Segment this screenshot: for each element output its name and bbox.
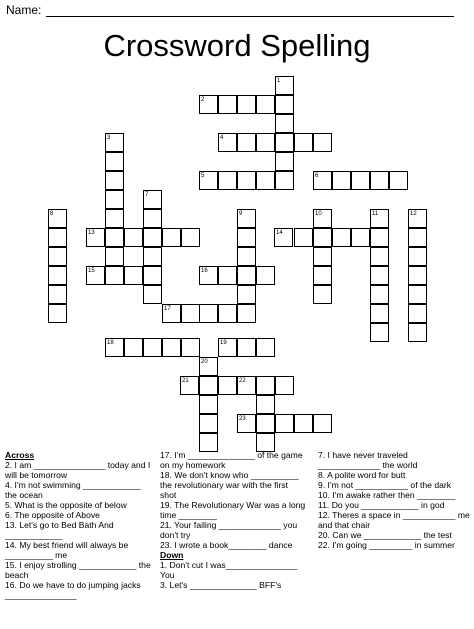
grid-cell[interactable]: [105, 228, 124, 247]
grid-cell[interactable]: [370, 304, 389, 323]
grid-cell[interactable]: [237, 285, 256, 304]
clue-text: 13. Let's go to Bed Bath And ____________: [5, 520, 117, 540]
grid-cell[interactable]: [48, 228, 67, 247]
grid-cell[interactable]: [275, 376, 294, 395]
grid-cell[interactable]: [105, 152, 124, 171]
grid-cell[interactable]: [48, 247, 67, 266]
grid-cell[interactable]: [218, 304, 237, 323]
clue-number: 16: [201, 268, 208, 274]
grid-cell[interactable]: [370, 285, 389, 304]
grid-cell[interactable]: [294, 228, 313, 247]
grid-cell[interactable]: [370, 247, 389, 266]
clue-text: 10. I'm awake rather then ________: [318, 490, 456, 500]
clues-column-1: [5, 450, 153, 600]
grid-cell[interactable]: [162, 228, 181, 247]
clue-text: 23. I wrote a book________ dance: [160, 540, 293, 550]
clue-heading: Down: [160, 550, 184, 560]
clues-section: [0, 450, 474, 629]
clues-column-3: [318, 450, 473, 550]
grid-cell[interactable]: [313, 266, 332, 285]
grid-cell[interactable]: [370, 323, 389, 342]
grid-cell[interactable]: [408, 323, 427, 342]
grid-cell[interactable]: [105, 247, 124, 266]
clue-number: 15: [88, 268, 95, 274]
grid-cell[interactable]: [294, 414, 313, 433]
clue-number: 19: [220, 340, 227, 346]
clue-number: 14: [276, 230, 283, 236]
grid-cell[interactable]: [313, 228, 332, 247]
grid-cell[interactable]: [218, 376, 237, 395]
grid-cell[interactable]: [389, 171, 408, 190]
grid-cell[interactable]: [237, 266, 256, 285]
clue-number: 7: [145, 192, 149, 198]
grid-cell[interactable]: [256, 95, 275, 114]
grid-cell[interactable]: [256, 266, 275, 285]
grid-cell[interactable]: [408, 266, 427, 285]
grid-cell[interactable]: [199, 376, 218, 395]
grid-cell[interactable]: [275, 171, 294, 190]
clue-text: 22. I'm going _________ in summer: [318, 540, 455, 550]
clue-text: 19. The Revolutionary War was a long time ________: [160, 500, 308, 520]
clue-number: 2: [201, 97, 205, 103]
grid-cell[interactable]: [143, 228, 162, 247]
grid-cell[interactable]: [275, 152, 294, 171]
grid-cell[interactable]: [143, 266, 162, 285]
grid-cell[interactable]: [218, 171, 237, 190]
grid-cell[interactable]: [105, 171, 124, 190]
clue-text: 15. I enjoy strolling ____________ the beach: [5, 560, 154, 580]
grid-cell[interactable]: [143, 285, 162, 304]
grid-cell[interactable]: [275, 95, 294, 114]
clue-number: 20: [201, 359, 208, 365]
clue-text: 17. I'm ______________ of the game on my homework: [160, 450, 305, 470]
clue-text: 12. Theres a space in ___________ me and that chair: [318, 510, 473, 530]
clue-number: 6: [315, 173, 319, 179]
clue-text: 8. A polite word for butt: [318, 470, 406, 480]
grid-cell[interactable]: [256, 171, 275, 190]
grid-cell[interactable]: [313, 247, 332, 266]
grid-cell[interactable]: [256, 338, 275, 357]
clue-number: 12: [410, 211, 417, 217]
grid-cell[interactable]: [237, 133, 256, 152]
clue-text: 16. Do we have to do jumping jacks _______________: [5, 580, 144, 600]
grid-cell[interactable]: [237, 247, 256, 266]
clue-number: 18: [107, 340, 114, 346]
grid-cell[interactable]: [313, 414, 332, 433]
grid-cell[interactable]: [370, 228, 389, 247]
clue-text: 6. The opposite of Above: [5, 510, 100, 520]
grid-cell[interactable]: [294, 133, 313, 152]
clue-number: 8: [50, 211, 54, 217]
grid-cell[interactable]: [48, 266, 67, 285]
grid-cell[interactable]: [256, 133, 275, 152]
grid-cell[interactable]: [105, 190, 124, 209]
clue-number: 11: [372, 211, 379, 217]
grid-cell[interactable]: [275, 114, 294, 133]
clue-number: 10: [315, 211, 322, 217]
grid-cell[interactable]: [237, 95, 256, 114]
grid-cell[interactable]: [181, 338, 200, 357]
clue-text: 5. What is the opposite of below: [5, 500, 127, 510]
grid-cell[interactable]: [237, 171, 256, 190]
grid-cell[interactable]: [256, 376, 275, 395]
grid-cell[interactable]: [332, 228, 351, 247]
clue-number: 23: [239, 416, 246, 422]
grid-cell[interactable]: [370, 171, 389, 190]
grid-cell[interactable]: [275, 414, 294, 433]
grid-cell[interactable]: [199, 304, 218, 323]
grid-cell[interactable]: [408, 228, 427, 247]
clue-number: 17: [164, 306, 171, 312]
clue-number: 21: [182, 378, 189, 384]
grid-cell[interactable]: [48, 304, 67, 323]
clue-number: 22: [239, 378, 246, 384]
grid-cell[interactable]: [162, 338, 181, 357]
grid-cell[interactable]: [237, 304, 256, 323]
grid-cell[interactable]: [124, 228, 143, 247]
grid-cell[interactable]: [105, 209, 124, 228]
grid-cell[interactable]: [408, 285, 427, 304]
grid-cell[interactable]: [124, 338, 143, 357]
clue-text: 3. Let's ______________ BFF's: [160, 580, 282, 590]
clue-heading: Across: [5, 450, 35, 460]
grid-cell[interactable]: [181, 304, 200, 323]
grid-cell[interactable]: [351, 228, 370, 247]
clue-text: 7. I have never traveled _____________ the world: [318, 450, 418, 470]
clue-text: 18. We don't know who __________ the revolutionary war with the first shot: [160, 470, 301, 500]
grid-cell[interactable]: [256, 395, 275, 414]
clue-text: 21. Your failing _____________ you don't try: [160, 520, 300, 540]
grid-cell[interactable]: [370, 266, 389, 285]
grid-cell[interactable]: [143, 209, 162, 228]
clue-number: 4: [220, 135, 224, 141]
clue-text: 9. I'm not ___________ of the dark: [318, 480, 452, 490]
grid-cell[interactable]: [313, 133, 332, 152]
clue-text: 2. I am _______________ today and I will be tomorrow: [5, 460, 153, 480]
clue-text: 4. I'm not swimming ____________ the ocean: [5, 480, 143, 500]
clue-number: 1: [277, 78, 281, 84]
clue-number: 3: [107, 135, 111, 141]
clue-text: 14. My best friend will always be __________ me: [5, 540, 131, 560]
grid-cell[interactable]: [237, 228, 256, 247]
clue-text: 11. Do you ____________ in god: [318, 500, 445, 510]
grid-cell[interactable]: [181, 228, 200, 247]
grid-cell[interactable]: [408, 304, 427, 323]
clue-number: 13: [88, 230, 95, 236]
grid-cell[interactable]: [313, 285, 332, 304]
grid-cell[interactable]: [199, 414, 218, 433]
grid-cell[interactable]: [218, 266, 237, 285]
grid-cell[interactable]: [124, 266, 143, 285]
grid-cell[interactable]: [199, 395, 218, 414]
grid-cell[interactable]: [256, 414, 275, 433]
grid-cell[interactable]: [48, 285, 67, 304]
grid-cell[interactable]: [237, 338, 256, 357]
grid-cell[interactable]: [143, 338, 162, 357]
grid-cell[interactable]: [332, 171, 351, 190]
name-label: Name:: [6, 3, 42, 17]
clues-column-2: [160, 450, 306, 590]
page-title: Crossword Spelling: [103, 28, 371, 63]
grid-cell[interactable]: [275, 133, 294, 152]
grid-cell[interactable]: [218, 95, 237, 114]
clue-number: 5: [201, 173, 205, 179]
grid-cell[interactable]: [105, 266, 124, 285]
clue-text: 1. Don't cut I was_______________ You: [160, 560, 300, 580]
grid-cell[interactable]: [143, 247, 162, 266]
grid-cell[interactable]: [408, 247, 427, 266]
clue-number: 9: [239, 211, 243, 217]
clue-text: 20. Can we ____________ the test: [318, 530, 452, 540]
grid-cell[interactable]: [351, 171, 370, 190]
